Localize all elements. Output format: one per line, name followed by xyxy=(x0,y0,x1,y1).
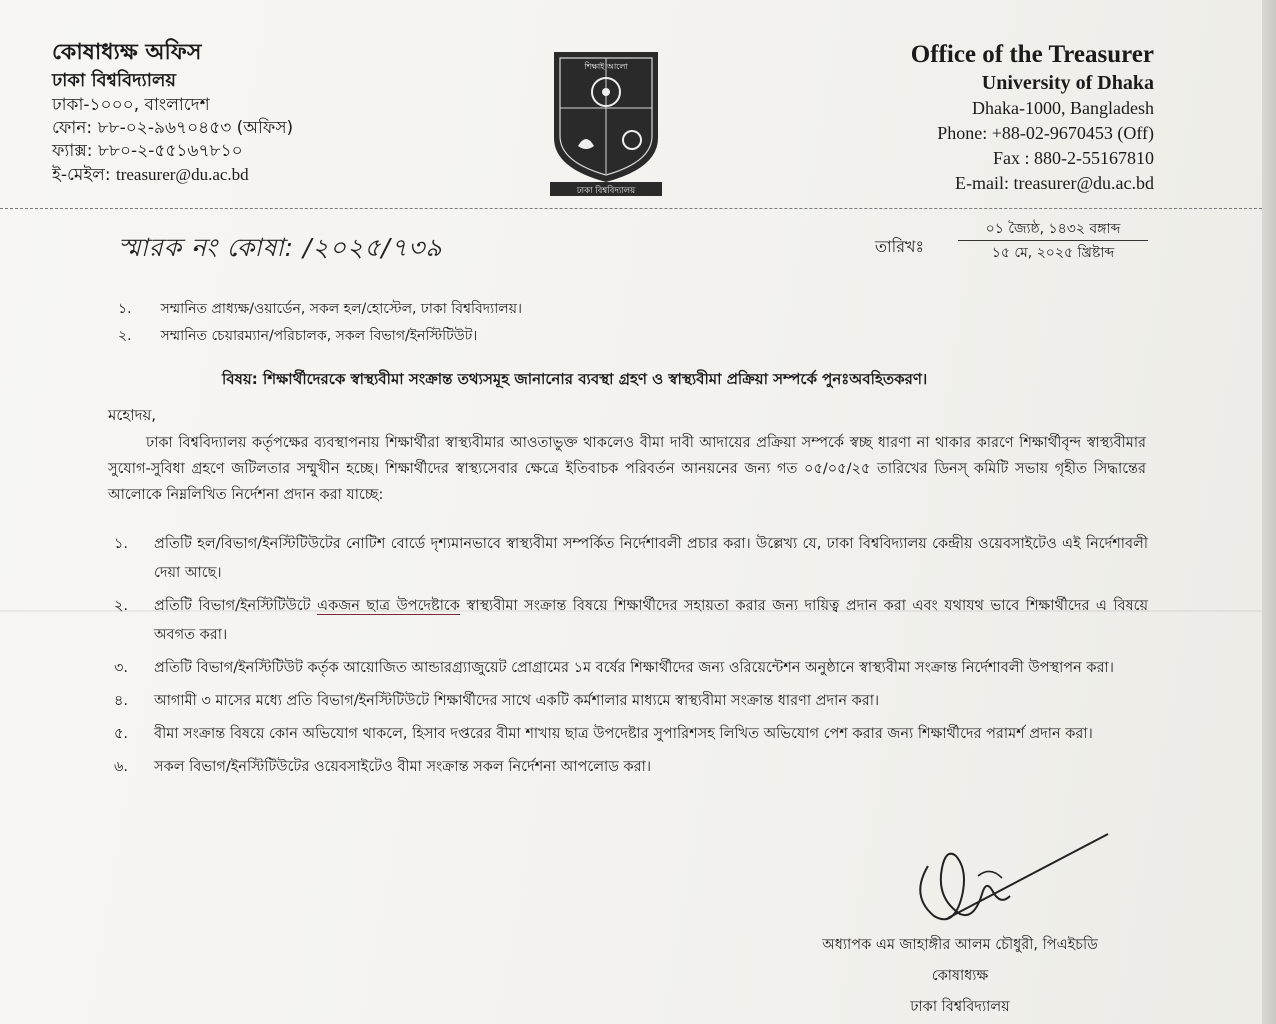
email-bn xyxy=(52,163,392,187)
directive-text xyxy=(154,592,1148,650)
email-en: E-mail: treasurer@du.ac.bd xyxy=(955,173,1154,193)
directive-item xyxy=(108,720,1148,749)
salutation: মহোদয়, xyxy=(108,406,157,424)
logo-motto: শিক্ষাই আলো xyxy=(584,62,628,71)
address-en: Dhaka-1000, Bangladesh xyxy=(972,98,1154,118)
header-divider xyxy=(0,208,1262,209)
recipient-item xyxy=(118,296,522,323)
recipients-list xyxy=(118,296,522,350)
directive-list xyxy=(108,530,1148,786)
directive-text-part: প্রতিটি বিভাগ/ইনস্টিটিউটে xyxy=(154,598,318,614)
directive-item xyxy=(108,592,1148,650)
directive-item xyxy=(108,687,1148,716)
handwritten-signature xyxy=(908,826,1118,926)
email-label-bn: ই-মেইল: xyxy=(52,165,111,185)
date-bangla: ০১ জ্যৈষ্ঠ, ১৪৩২ বঙ্গাব্দ xyxy=(958,218,1148,241)
subject-line: বিষয়: শিক্ষার্থীদেরকে স্বাস্থ্যবীমা সংক্রান্ত তথ্যসমূহ জানানোর ব্যবস্থা গ্রহণ ও স্বাস্থ্যবীমা প্রক্রিয়া সম্পর্কে পুনঃঅবহিতকরণ। xyxy=(222,370,928,388)
directive-item xyxy=(108,530,1148,588)
directive-number: ৬. xyxy=(114,759,129,775)
recipient-text: সম্মানিত প্রাধ্যক্ষ/ওয়ার্ডেন, সকল হল/হোস্টেল, ঢাকা বিশ্ববিদ্যালয়। xyxy=(160,301,522,317)
directive-text: প্রতিটি হল/বিভাগ/ইনস্টিটিউটের নোটিশ বোর্ডে দৃশ্যমানভাবে স্বাস্থ্যবীমা সম্পর্কিত নির্দেশাবলী প্রচার করা। উল্লেখ্য যে, ঢাকা বিশ্ববিদ্যালয় কেন্দ্রীয় ওয়েবসাইটেও এই নির্দেশাবলী দেয়া আছে। xyxy=(154,536,1148,581)
office-name-bn: কোষাধ্যক্ষ অফিস xyxy=(52,40,202,65)
memo-number: স্মারক নং কোষা: /২০২৫/৭৩৯ xyxy=(118,233,443,262)
recipient-item xyxy=(118,323,522,350)
letterhead-english xyxy=(794,40,1154,196)
fax-en: Fax : 880-2-55167810 xyxy=(993,148,1154,168)
directive-text: আগামী ৩ মাসের মধ্যে প্রতি বিভাগ/ইনস্টিটিউটে শিক্ষার্থীদের সাথে একটি কর্মশালার মাধ্যমে স্বাস্থ্যবীমা সংক্রান্ত ধারণা প্রদান করা। xyxy=(154,693,880,709)
directive-number: ৪. xyxy=(114,693,129,709)
directive-number: ৩. xyxy=(114,660,129,676)
directive-text-part: স্বাস্থ্যবীমা সংক্রান্ত বিষয়ে শিক্ষার্থীদের সহায়তা করার জন্য দায়িত্ব প্রদান করা এবং যথাযথ ভাবে শিক্ষার্থীদের এ বিষয়ে অবগত করা। xyxy=(154,598,1148,643)
directive-number: ৫. xyxy=(114,726,129,742)
directive-item xyxy=(108,753,1148,782)
logo-caption: ঢাকা বিশ্ববিদ্যালয় xyxy=(576,186,636,196)
underlined-phrase: একজন ছাত্র উপদেষ্টাকে xyxy=(317,598,460,614)
university-name-en: University of Dhaka xyxy=(981,72,1154,94)
directive-text: বীমা সংক্রান্ত বিষয়ে কোন অভিযোগ থাকলে, হিসাব দপ্তরের বীমা শাখায় ছাত্র উপদেষ্টার সুপারিশসহ লিখিত অভিযোগ পেশ করার জন্য শিক্ষার্থীদের পরামর্শ প্রদান করা। xyxy=(154,726,1093,742)
recipient-number: ১. xyxy=(118,301,132,317)
phone-en: Phone: +88-02-9670453 (Off) xyxy=(937,123,1154,143)
directive-number: ১. xyxy=(114,536,129,552)
date-block xyxy=(958,218,1148,265)
university-name-bn: ঢাকা বিশ্ববিদ্যালয় xyxy=(52,70,177,91)
signatory-org: ঢাকা বিশ্ববিদ্যালয় xyxy=(910,999,1010,1015)
directive-text: সকল বিভাগ/ইনস্টিটিউটের ওয়েবসাইটেও বীমা সংক্রান্ত সকল নির্দেশনা আপলোড করা। xyxy=(154,759,652,775)
recipient-text: সম্মানিত চেয়ারম্যান/পরিচালক, সকল বিভাগ/ইনস্টিটিউট। xyxy=(160,328,478,344)
office-name-en: Office of the Treasurer xyxy=(910,41,1154,68)
email-address: treasurer@du.ac.bd xyxy=(115,165,249,184)
letterhead-bangla xyxy=(52,38,392,187)
phone-bn: ফোন: ৮৮-০২-৯৬৭০৪৫৩ (অফিস) xyxy=(52,118,294,138)
signatory-name: অধ্যাপক এম জাহাঙ্গীর আলম চৌধুরী, পিএইচডি xyxy=(822,937,1098,953)
address-bn: ঢাকা-১০০০, বাংলাদেশ xyxy=(52,95,210,115)
signatory-block xyxy=(760,930,1160,1023)
directive-number: ২. xyxy=(114,598,129,614)
date-label: তারিখঃ xyxy=(875,237,925,256)
body-paragraph: ঢাকা বিশ্ববিদ্যালয় কর্তৃপক্ষের ব্যবস্থাপনায় শিক্ষার্থীরা স্বাস্থ্যবীমার আওতাভুক্ত থাকলেও বীমা দাবী আদায়ের প্রক্রিয়া সম্পর্কে স্বচ্ছ ধারণা না থাকার কারণে শিক্ষার্থীবৃন্দ স্বাস্থ্যবীমার সুযোগ-সুবিধা গ্রহণে জটিলতার সম্মুখীন হচ্ছে। শিক্ষার্থীদের স্বাস্থ্যসেবার ক্ষেত্রে ইতিবাচক পরিবর্তন আনয়নের জন্য গত ০৫/০৫/২৫ তারিখের ডিনস্ কমিটি সভায় গৃহীত সিদ্ধান্তের আলোকে নিম্নলিখিত নির্দেশনা প্রদান করা যাচ্ছে: xyxy=(108,435,1146,503)
recipient-number: ২. xyxy=(118,328,132,344)
signatory-title: কোষাধ্যক্ষ xyxy=(931,968,989,984)
directive-item xyxy=(108,654,1148,683)
university-crest-logo xyxy=(548,46,664,198)
fax-bn: ফ্যাক্স: ৮৮০-২-৫৫১৬৭৮১০ xyxy=(52,141,243,161)
directive-text: প্রতিটি বিভাগ/ইনস্টিটিউট কর্তৃক আয়োজিত আন্ডারগ্র্যাজুয়েট প্রোগ্রামের ১ম বর্ষের শিক্ষার্থীদের জন্য ওরিয়েন্টেশন অনুষ্ঠানে স্বাস্থ্যবীমা সংক্রান্ত নির্দেশাবলী উপস্থাপন করা। xyxy=(154,660,1114,676)
date-gregorian: ১৫ মে, ২০২৫ খ্রিষ্টাব্দ xyxy=(991,245,1115,261)
paper-edge xyxy=(1262,0,1276,1024)
